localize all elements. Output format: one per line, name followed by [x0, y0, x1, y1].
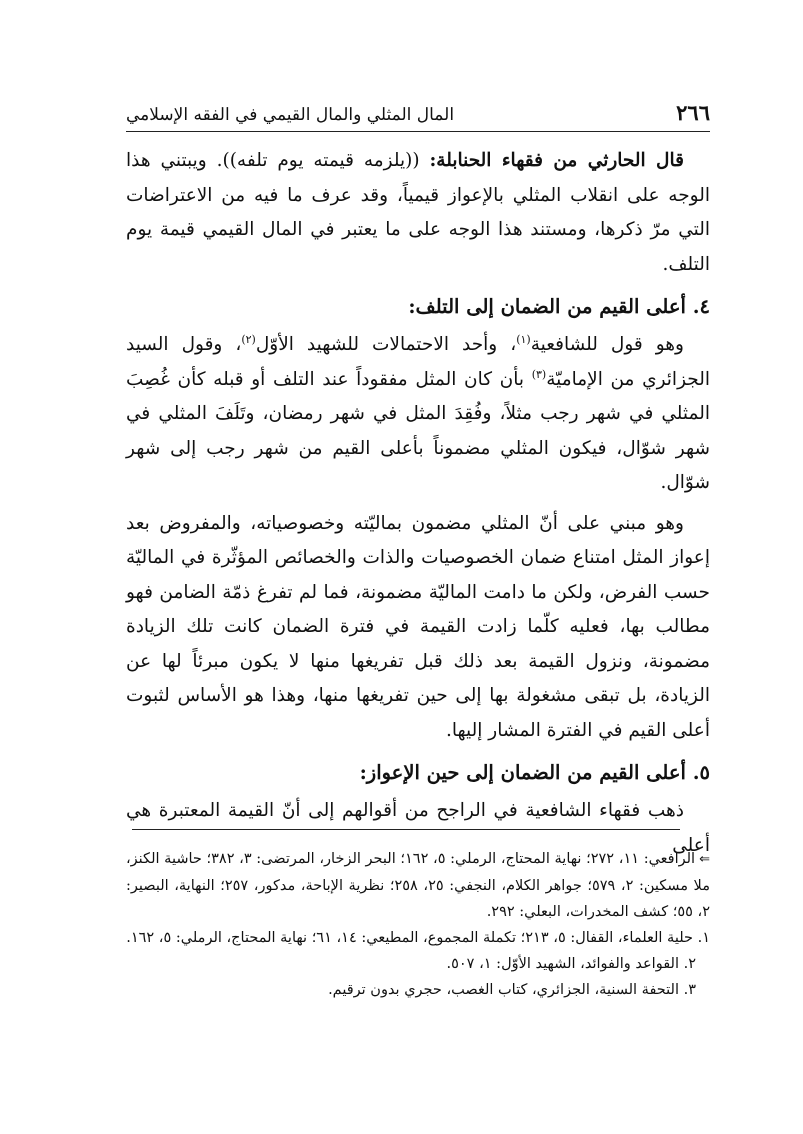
page-header	[126, 92, 710, 132]
page-body	[126, 144, 710, 863]
paragraph-text: ((يلزمه قيمته يوم تلفه)). ويبتني هذا الوجه على انقلاب المثلي بالإعواز قيمياً، وقد عرف ما فيه من الاعتراضات التي مرّ ذكرها، ومستند هذا الوجه على ما يعتبر في المال القيمي قيمة يوم التلف.	[126, 150, 710, 275]
page-number: ٢٦٦	[676, 100, 710, 125]
running-title: المال المثلي والمال القيمي في الفقه الإسلامي	[126, 105, 455, 125]
footnotes	[126, 846, 710, 1003]
footnote-ref-3[interactable]: (٣)	[531, 367, 547, 381]
footnote-continuation	[126, 846, 710, 925]
paragraph-harithi	[126, 144, 710, 282]
footnote-3: ٣. التحفة السنية، الجزائري، كتاب الغصب، حجري بدون ترقيم.	[328, 982, 696, 998]
section-heading-4: ٤. أعلى القيم من الضمان إلى التلف:	[408, 295, 710, 318]
paragraph-shafiiya-rajih: ذهب فقهاء الشافعية في الراجح من أقوالهم إلى أنّ القيمة المعتبرة هي أعلى	[126, 800, 710, 856]
continuation-arrow-icon: ⇐	[699, 852, 710, 867]
footnote-2: ٢. القواعد والفوائد، الشهيد الأوّل: ١، ٥٠٧.	[446, 956, 696, 972]
paragraph-text: ، وأحد الاحتمالات للشهيد الأوّل	[255, 334, 517, 355]
paragraph-text: ، وقول السيد الجزائري من الإماميّة	[126, 334, 710, 390]
paragraph-lead: قال الحارثي من فقهاء الحنابلة:	[429, 150, 684, 171]
footnote-separator	[132, 829, 680, 830]
footnote-ref-2[interactable]: (٢)	[241, 332, 256, 346]
paragraph-text: وهو قول للشافعية	[530, 334, 684, 355]
paragraph-text: بأن كان المثل مفقوداً عند التلف أو قبله كأن غُصِبَ المثلي في شهر رجب مثلاً، وفُقِدَ المثل في شهر رمضان، وتَلَفَ المثلي في شهر شوّال، فيكون المثلي مضموناً بأعلى القيم من شهر رجب إلى شهر شوّال.	[126, 368, 710, 493]
footnote-1: ١. حلية العلماء، القفال: ٥، ٢١٣؛ تكملة المجموع، المطيعي: ١٤، ٦١؛ نهاية المحتاج، الرملي: ٥، ١٦٢.	[126, 930, 710, 946]
footnote-text: الرافعي: ١١، ٢٧٢؛ نهاية المحتاج، الرملي: ٥، ١٦٢؛ البحر الزخار، المرتضى: ٣، ٣٨٢؛ حاشية الكنز، ملا مسكين: ٢، ٥٧٩؛ جواهر الكلام، النجفي: ٢٥، ٢٥٨؛ نظرية الإباحة، مدكور، ٢٥٧؛ النهاية، البصير: ٢، ٥٥؛ كشف المخدرات، البعلي: ٢٩٢.	[126, 851, 710, 920]
footnote-ref-1[interactable]: (١)	[516, 332, 531, 346]
paragraph-basis: وهو مبني على أنّ المثلي مضمون بماليّته وخصوصياته، والمفروض بعد إعواز المثل امتناع ضمان الخصوصيات والذات والخصائص المؤثّرة في الماليّة حسب الفرض، ولكن ما دامت الماليّة مضمونة، فما لم تفرغ ذمّة الضامن فهو مطالب بها، فعليه كلّما زادت القيمة في فترة الضمان كانت تلك الزيادة مضمونة، ونزول القيمة بعد ذلك قبل تفريغها منها لا يكون مبرئاً لها عن الزيادة، بل تبقى مشغولة بها إلى حين تفريغها منها، وهذا هو الأساس لثبوت أعلى القيم في الفترة المشار إليها.	[126, 512, 710, 741]
section-heading-5: ٥. أعلى القيم من الضمان إلى حين الإعواز:	[359, 761, 710, 784]
paragraph-shafiiya	[126, 328, 710, 501]
